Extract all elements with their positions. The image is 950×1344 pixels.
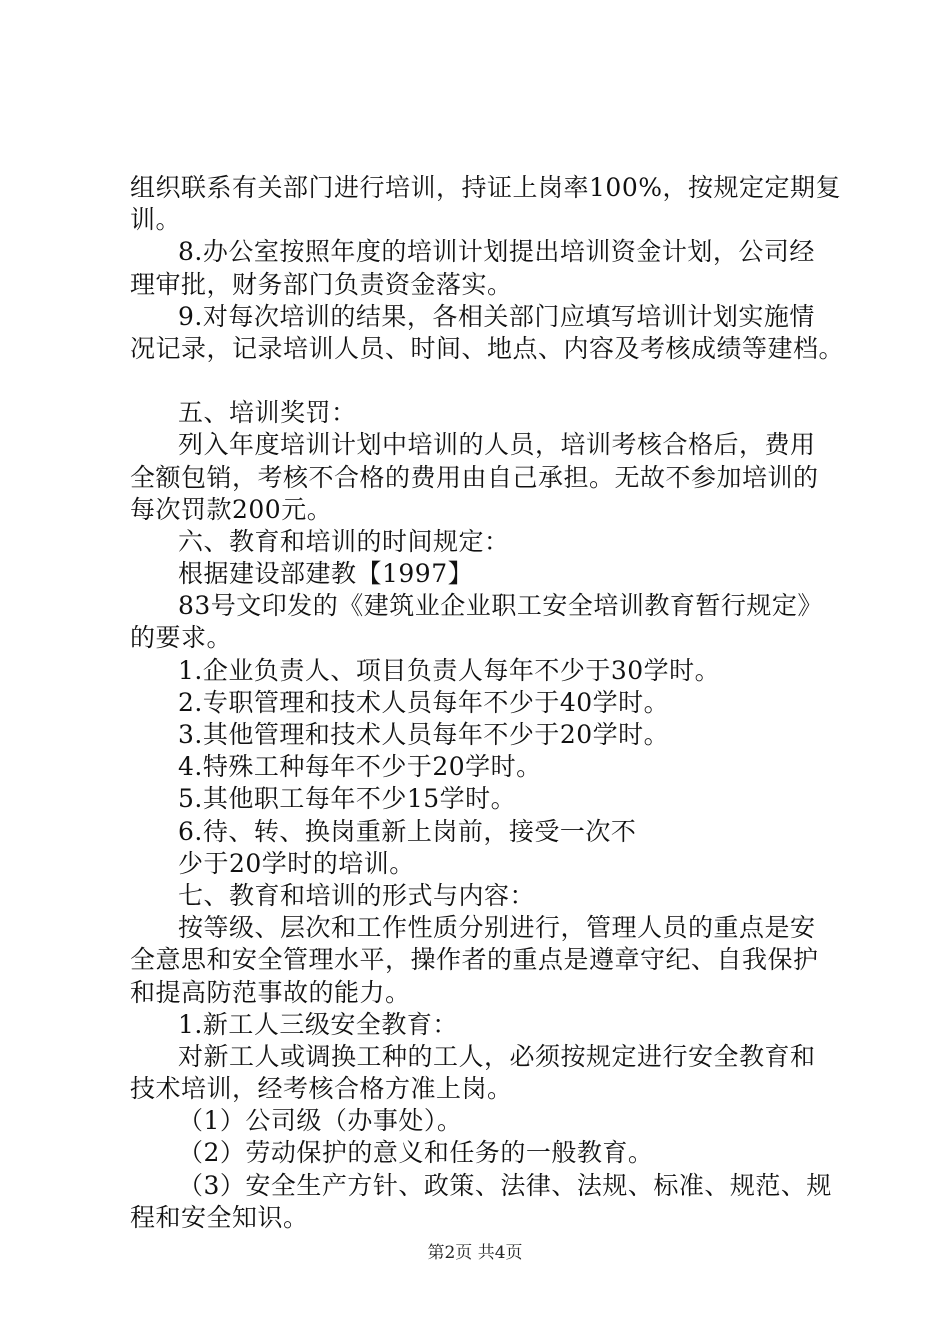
paragraph-line: 每次罚款200元。 [130,494,333,524]
list-item: 6.待、转、换岗重新上岗前，接受一次不 [178,816,637,846]
paragraph-line: 8.办公室按照年度的培训计划提出培训资金计划，公司经 [178,237,815,267]
paragraph-line: 的要求。 [130,623,233,653]
paragraph-line: 训。 [130,205,182,235]
list-item: 2.专职管理和技术人员每年不少于40学时。 [178,687,670,717]
list-item: 5.其他职工每年不少15学时。 [178,784,517,814]
page-number-label: 第2页 共4页 [427,1243,523,1263]
paragraph-line: 83号文印发的《建筑业企业职工安全培训教育暂行规定》 [178,591,823,621]
section-heading: 七、教育和培训的形式与内容： [178,880,536,910]
paragraph-line: 按等级、层次和工作性质分别进行，管理人员的重点是安 [178,913,816,943]
paragraph-line: 根据建设部建教【1997】 [178,559,474,589]
paragraph-line: 理审批，财务部门负责资金落实。 [130,269,513,299]
paragraph-line: 9.对每次培训的结果，各相关部门应填写培训计划实施情 [178,301,815,331]
paragraph-line: 程和安全知识。 [130,1202,309,1232]
paragraph-line: 技术培训，经考核合格方准上岗。 [130,1074,513,1104]
paragraph-line: 组织联系有关部门进行培训，持证上岗率100%，按规定定期复 [130,173,841,202]
list-item: （3）安全生产方针、政策、法律、法规、标准、规范、规 [178,1170,832,1200]
section-heading: 五、培训奖罚： [178,398,357,428]
list-item: 3.其他管理和技术人员每年不少于20学时。 [178,720,670,749]
page-footer [0,1242,950,1264]
document-body [130,172,845,1234]
list-item: （1）公司级（办事处）。 [178,1106,463,1136]
subsection-heading: 1.新工人三级安全教育： [178,1009,458,1039]
list-item: 1.企业负责人、项目负责人每年不少于30学时。 [178,655,721,685]
section-heading: 六、教育和培训的时间规定： [178,526,510,556]
paragraph-line: 和提高防范事故的能力。 [130,977,411,1007]
paragraph-line: 全意思和安全管理水平，操作者的重点是遵章守纪、自我保护 [130,945,819,975]
paragraph-gap [130,365,845,397]
list-item: （2）劳动保护的意义和任务的一般教育。 [178,1138,654,1168]
list-item: 少于20学时的培训。 [178,848,415,878]
paragraph-line: 况记录，记录培训人员、时间、地点、内容及考核成绩等建档。 [130,333,845,363]
paragraph-line: 对新工人或调换工种的工人，必须按规定进行安全教育和 [178,1041,816,1071]
paragraph-line: 全额包销，考核不合格的费用由自己承担。无故不参加培训的 [130,462,819,492]
paragraph-line: 列入年度培训计划中培训的人员，培训考核合格后，费用 [178,430,816,460]
list-item: 4.特殊工种每年不少于20学时。 [178,752,542,782]
